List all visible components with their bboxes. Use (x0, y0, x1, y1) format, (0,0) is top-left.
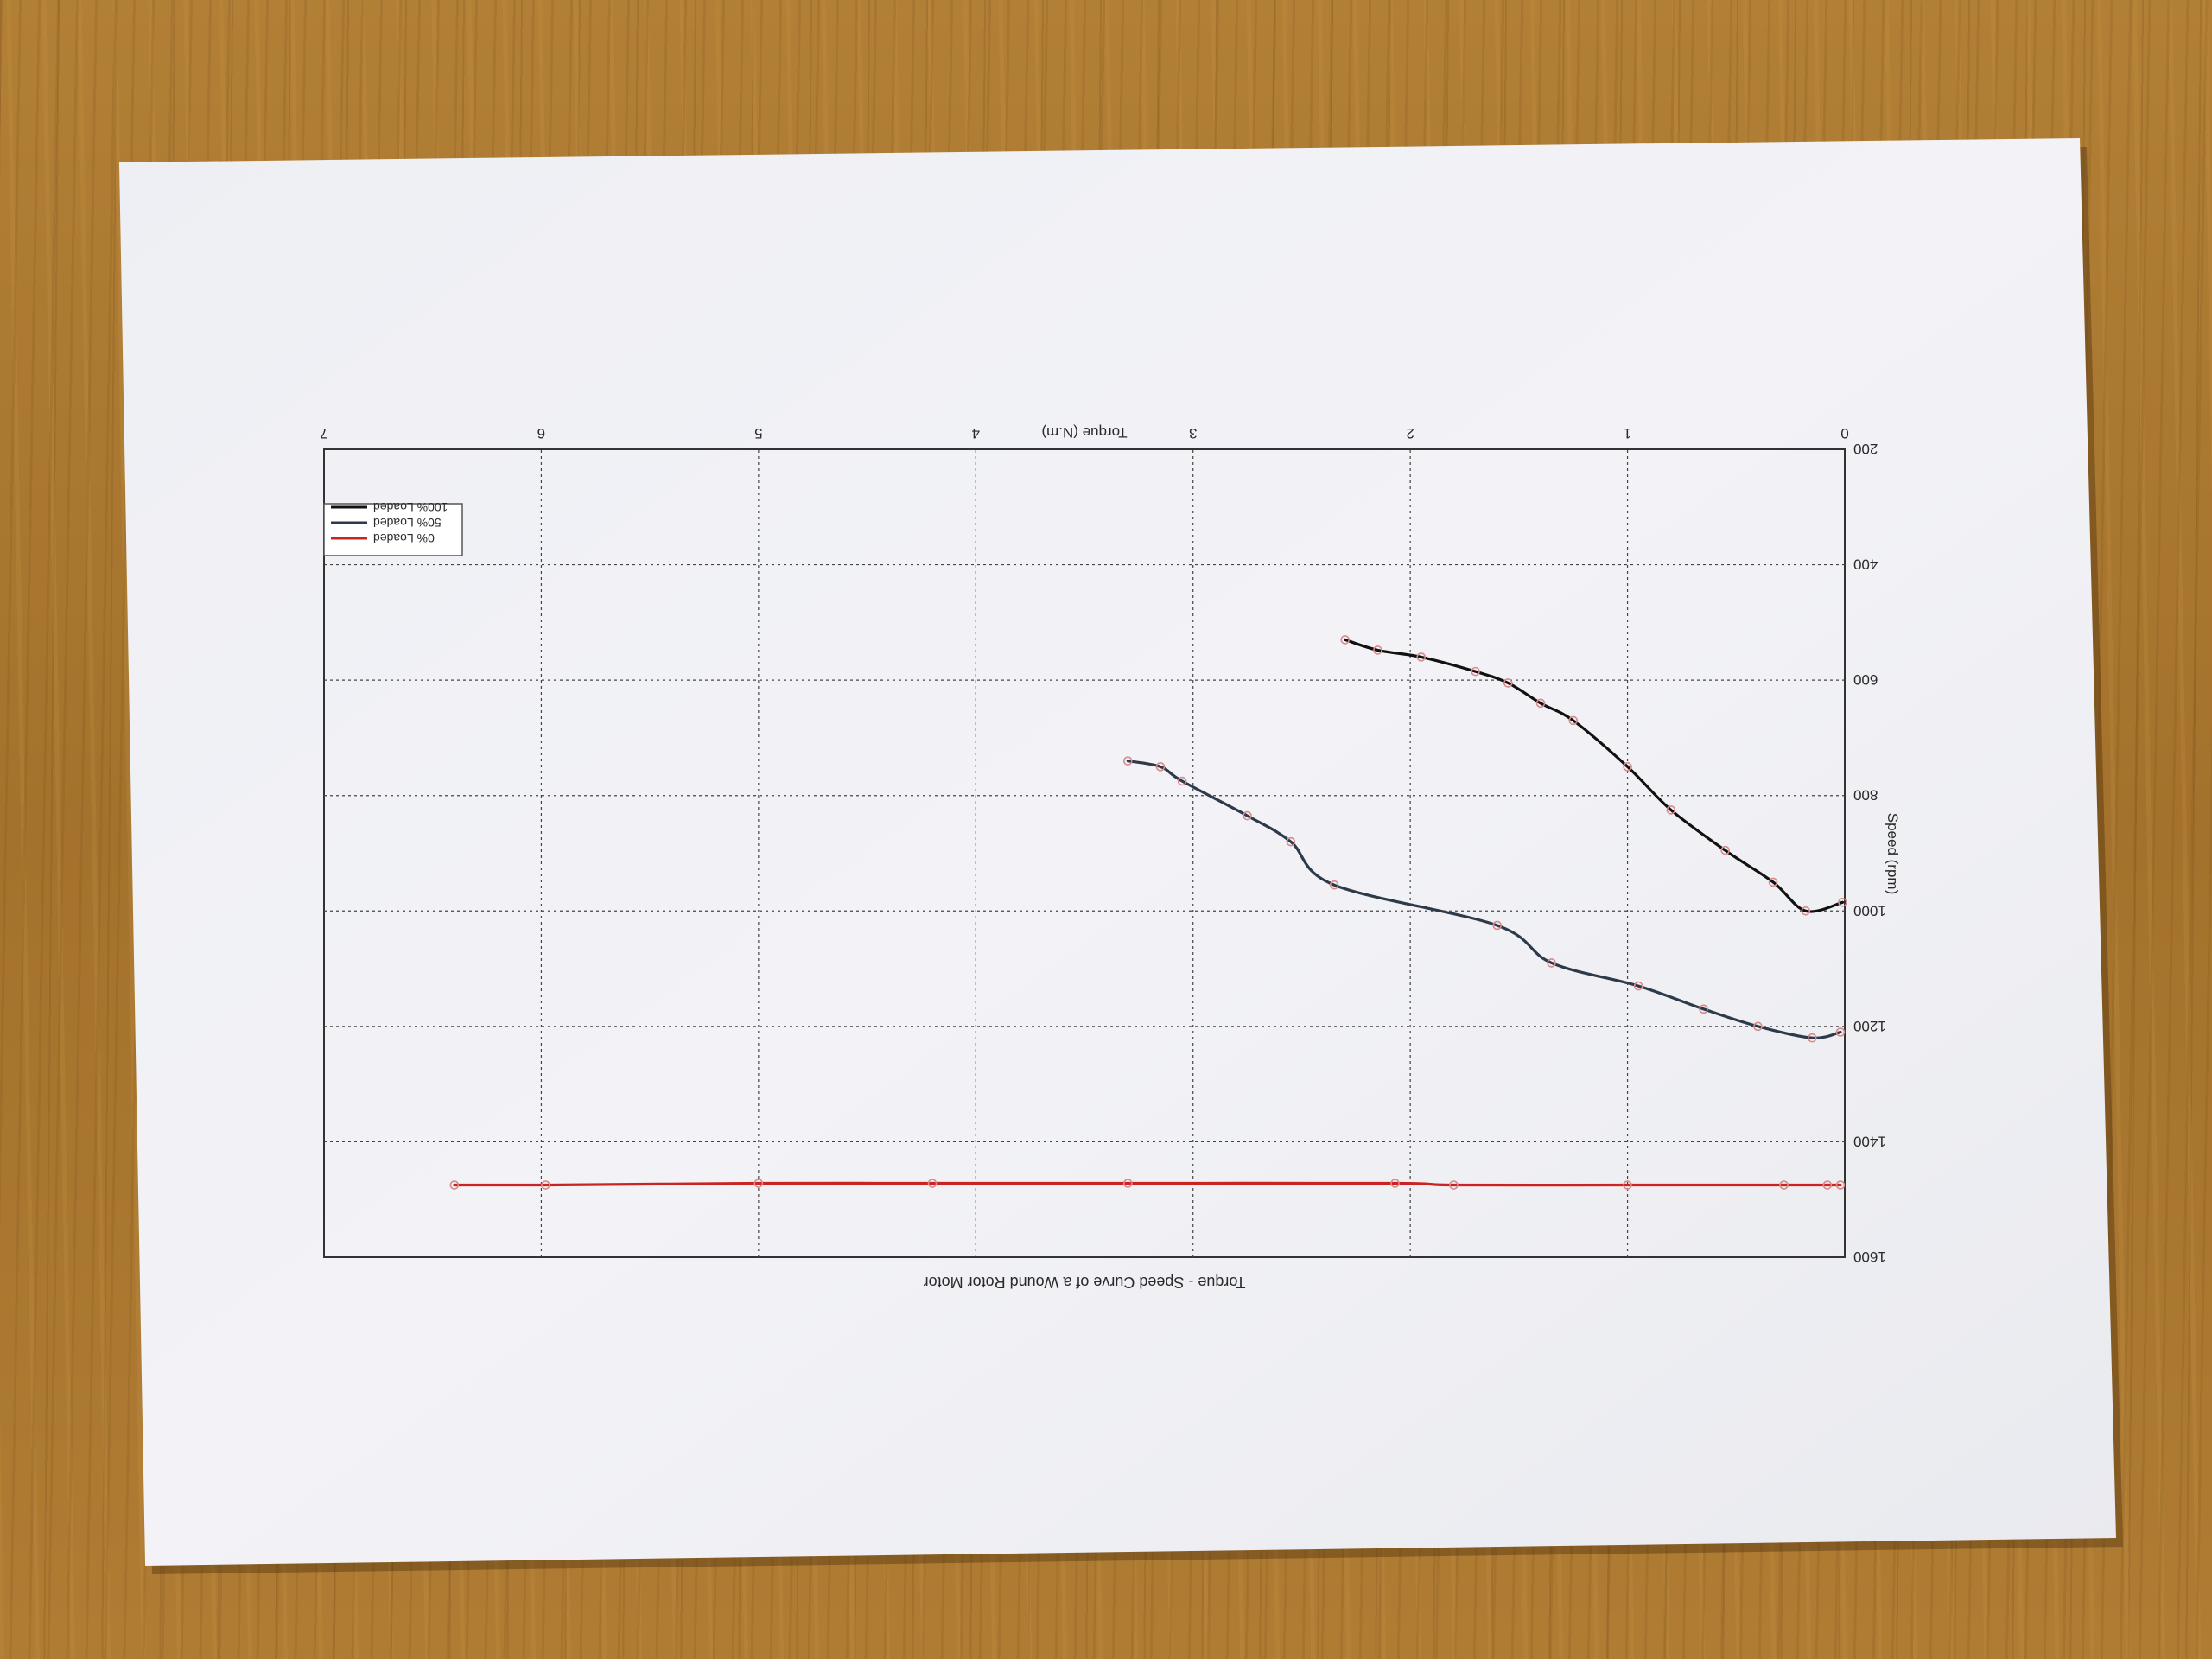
paper-sheet (119, 138, 2116, 1566)
x-tick-label: 7 (320, 425, 328, 442)
x-tick-label: 4 (971, 425, 981, 442)
x-tick-label: 0 (1840, 425, 1849, 442)
x-tick-label: 3 (1188, 425, 1198, 442)
x-axis-label: Torque (N.m) (1041, 424, 1128, 441)
y-tick-label: 200 (1853, 441, 1878, 457)
y-tick-label: 1400 (1853, 1133, 1886, 1150)
y-tick-label: 400 (1853, 556, 1878, 573)
x-tick-label: 5 (754, 425, 763, 442)
legend-items (331, 500, 448, 545)
y-tick-label: 1600 (1853, 1249, 1886, 1265)
legend-label-100-loaded: 100% Loaded (373, 500, 448, 514)
legend-label-50-loaded: 50% Loaded (373, 516, 442, 530)
x-tick-label: 2 (1406, 425, 1414, 442)
x-tick-label: 1 (1623, 425, 1632, 442)
y-tick-label: 1200 (1853, 1017, 1886, 1034)
legend-label-0-loaded: 0% Loaded (373, 531, 435, 545)
x-tick-label: 6 (537, 425, 546, 442)
y-tick-label: 1000 (1853, 902, 1886, 919)
chart-title: Torque - Speed Curve of a Wound Rotor Motor (923, 1274, 1246, 1291)
legend (324, 500, 462, 556)
y-tick-label: 600 (1853, 671, 1878, 689)
y-tick-label: 800 (1853, 786, 1878, 804)
y-axis-label: Speed (rpm) (1885, 812, 1901, 895)
